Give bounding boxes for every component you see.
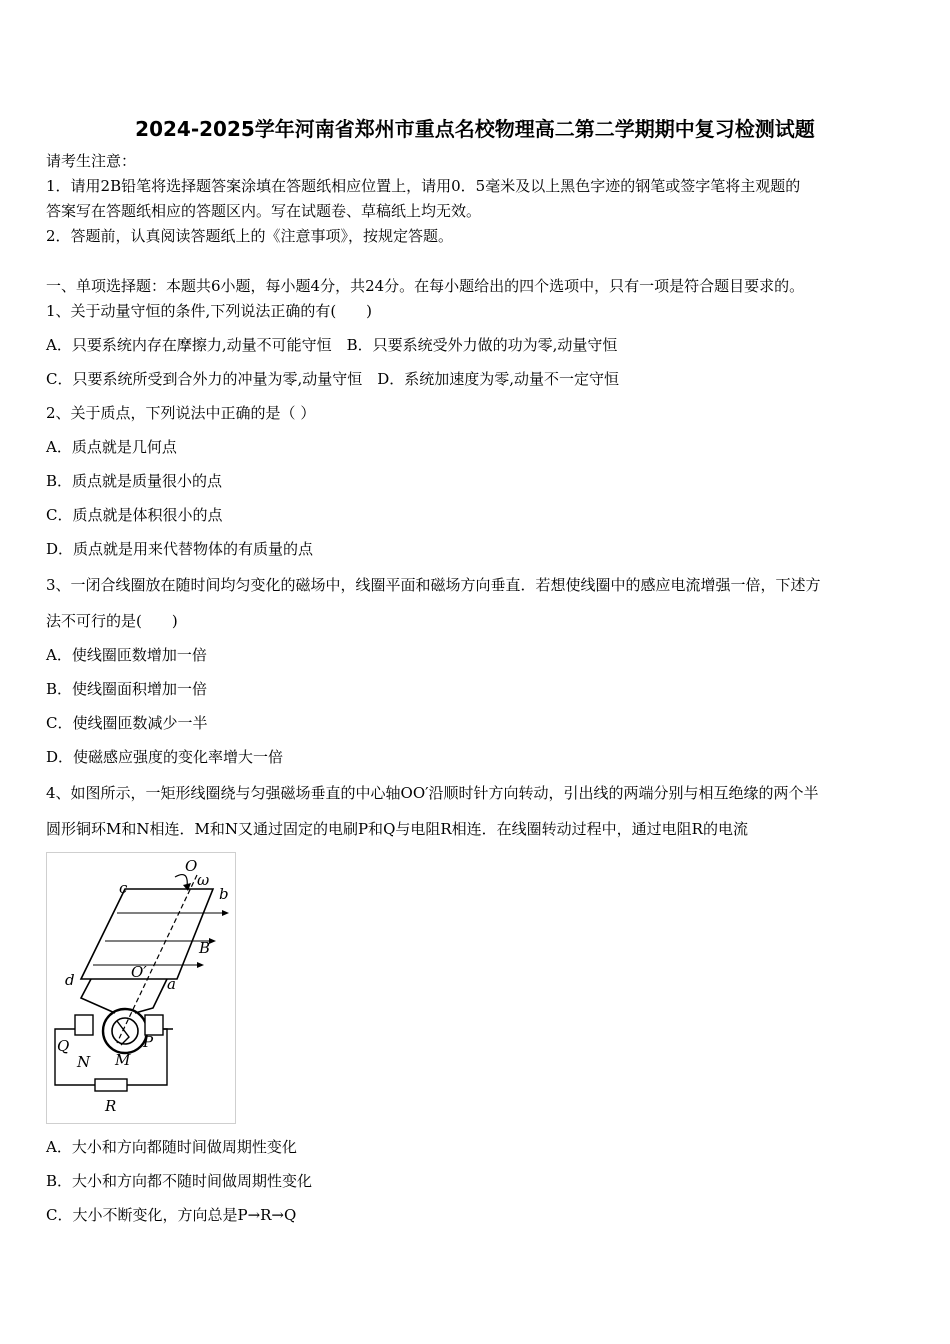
label-p: P: [143, 1033, 154, 1051]
question-3-option-d: D．使磁感应强度的变化率增大一倍: [46, 748, 284, 766]
question-4-stem-line-2: 圆形铜环M和N相连．M和N又通过固定的电刷P和Q与电阻R相连．在线圈转动过程中，通过电阻R的电流: [46, 820, 748, 838]
generator-diagram: [47, 853, 235, 1123]
generator-figure: [46, 852, 236, 1124]
field-arrowhead: [222, 910, 229, 916]
question-2-option-c: C．质点就是体积很小的点: [46, 506, 223, 524]
question-4-option-b: B．大小和方向都不随时间做周期性变化: [46, 1172, 313, 1190]
label-a: a: [167, 975, 176, 993]
notice-item-2: 2．答题前，认真阅读答题纸上的《注意事项》，按规定答题。: [46, 227, 454, 245]
question-1-stem: 1、关于动量守恒的条件,下列说法正确的有( ): [46, 302, 373, 320]
question-3-stem-line-1: 3、一闭合线圈放在随时间均匀变化的磁场中，线圈平面和磁场方向垂直．若想使线圈中的感应电流增强一倍，下述方: [46, 576, 821, 594]
label-m: M: [115, 1051, 131, 1069]
resistor: [95, 1079, 127, 1091]
coil-lead-left: [81, 979, 115, 1013]
label-d: d: [65, 971, 75, 989]
question-4-option-c: C．大小不断变化，方向总是P→R→Q: [46, 1206, 297, 1224]
brush-p: [145, 1015, 163, 1035]
question-2-option-d: D．质点就是用来代替物体的有质量的点: [46, 540, 314, 558]
label-b: b: [219, 885, 229, 903]
label-c: c: [119, 879, 128, 897]
page-title: 2024-2025学年河南省郑州市重点名校物理高二第二学期期中复习检测试题: [135, 117, 815, 141]
question-3-stem-line-2: 法不可行的是( ): [46, 612, 178, 630]
notice-item-1-line-1: 1．请用2B铅笔将选择题答案涂填在答题纸相应位置上，请用0．5毫米及以上黑色字迹的钢笔或签字笔将主观题的: [46, 177, 801, 195]
field-arrowhead: [197, 962, 204, 968]
label-omega: ω: [197, 871, 210, 889]
question-2-option-b: B．质点就是质量很小的点: [46, 472, 223, 490]
label-o: O: [185, 857, 198, 875]
label-r: R: [105, 1097, 117, 1115]
question-3-option-c: C．使线圈匝数减少一半: [46, 714, 208, 732]
question-2-stem: 2、关于质点，下列说法中正确的是（ ）: [46, 404, 316, 422]
label-o-prime: O′: [131, 963, 147, 981]
brush-q: [75, 1015, 93, 1035]
notice-item-1-line-2: 答案写在答题纸相应的答题区内。写在试题卷、草稿纸上均无效。: [46, 202, 482, 220]
question-3-option-a: A．使线圈匝数增加一倍: [46, 646, 207, 664]
question-4-option-a: A．大小和方向都随时间做周期性变化: [46, 1138, 297, 1156]
label-q: Q: [57, 1037, 70, 1055]
ring-gap: [117, 1021, 129, 1045]
question-2-option-a: A．质点就是几何点: [46, 438, 177, 456]
coil-lead-right: [135, 979, 167, 1013]
label-field-b: B: [199, 939, 211, 957]
notice-heading: 请考生注意：: [46, 152, 137, 170]
section-1-heading: 一、单项选择题：本题共6小题，每小题4分，共24分。在每小题给出的四个选项中，只有一项是符合题目要求的。: [46, 277, 805, 295]
question-4-stem-line-1: 4、如图所示，一矩形线圈绕与匀强磁场垂直的中心轴OO′沿顺时针方向转动，引出线的两端分别与相互绝缘的两个半: [46, 784, 819, 802]
question-3-option-b: B．使线圈面积增加一倍: [46, 680, 208, 698]
field-arrowhead: [209, 938, 216, 944]
question-1-options-row-1: A．只要系统内存在摩擦力,动量不可能守恒 B．只要系统受外力做的功为零,动量守恒: [46, 336, 618, 354]
label-n: N: [77, 1053, 91, 1071]
question-1-options-row-2: C．只要系统所受到合外力的冲量为零,动量守恒 D．系统加速度为零,动量不一定守恒: [46, 370, 620, 388]
